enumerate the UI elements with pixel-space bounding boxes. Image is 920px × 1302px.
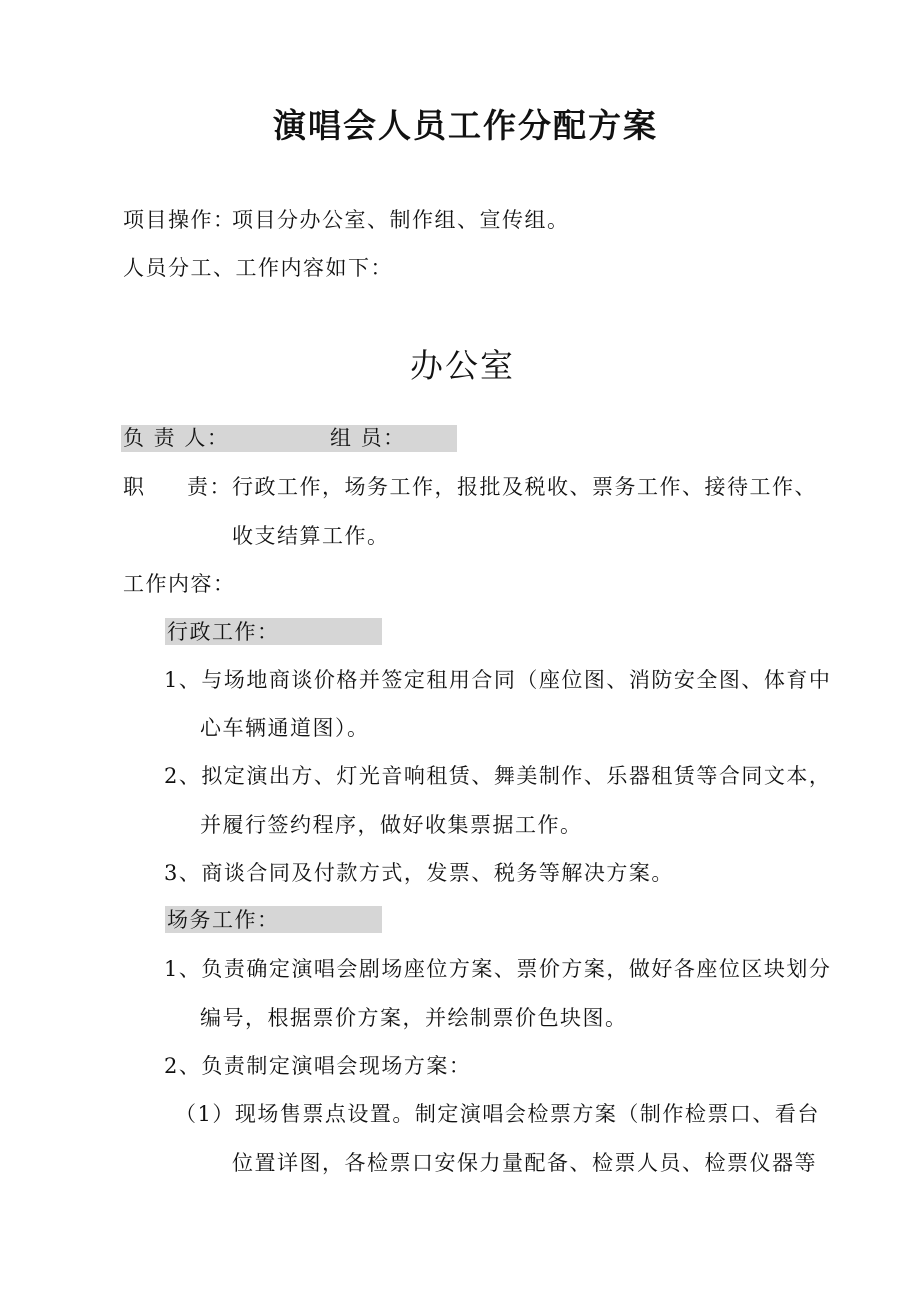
project-operation-value: 项目分办公室、制作组、宣传组。 [232,208,570,232]
leader-label: 负 责 人： [123,426,230,450]
project-operation-label: 项目操作： [123,208,236,232]
document-title: 演唱会人员工作分配方案 [273,106,658,145]
office-heading: 办公室 [410,346,515,385]
admin-heading: 行政工作： [167,620,280,644]
venue-subitem-1-line1: （1）现场售票点设置。制定演唱会检票方案（制作检票口、看台 [175,1102,820,1126]
admin-item-2-line1: 2、拟定演出方、灯光音响租赁、舞美制作、乐器租赁等合同文本， [164,764,832,788]
member-label: 组 员： [330,426,406,450]
admin-item-3-line1: 3、商谈合同及付款方式，发票、税务等解决方案。 [164,861,674,885]
duty-label-first: 职 [123,475,146,499]
venue-item-2-line1: 2、负责制定演唱会现场方案： [164,1054,472,1078]
venue-item-1-line2: 编号，根据票价方案，并绘制票价色块图。 [200,1006,628,1030]
admin-item-1-line2: 心车辆通道图）。 [200,716,370,740]
admin-item-2-line2: 并履行签约程序，做好收集票据工作。 [200,813,583,837]
venue-item-1-line1: 1、负责确定演唱会剧场座位方案、票价方案，做好各座位区块划分 [164,957,832,981]
venue-heading: 场务工作： [167,908,280,932]
venue-subitem-1-line2: 位置详图，各检票口安保力量配备、检票人员、检票仪器等 [232,1151,817,1175]
staff-division-text: 人员分工、工作内容如下： [123,256,393,280]
work-content-label: 工作内容： [123,572,236,596]
admin-item-1-line1: 1、与场地商谈价格并签定租用合同（座位图、消防安全图、体育中 [164,668,832,692]
duty-label-second: 责： [187,475,232,499]
duty-text-line1: 行政工作，场务工作，报批及税收、票务工作、接待工作、 [232,475,817,499]
duty-text-line2: 收支结算工作。 [232,524,390,548]
